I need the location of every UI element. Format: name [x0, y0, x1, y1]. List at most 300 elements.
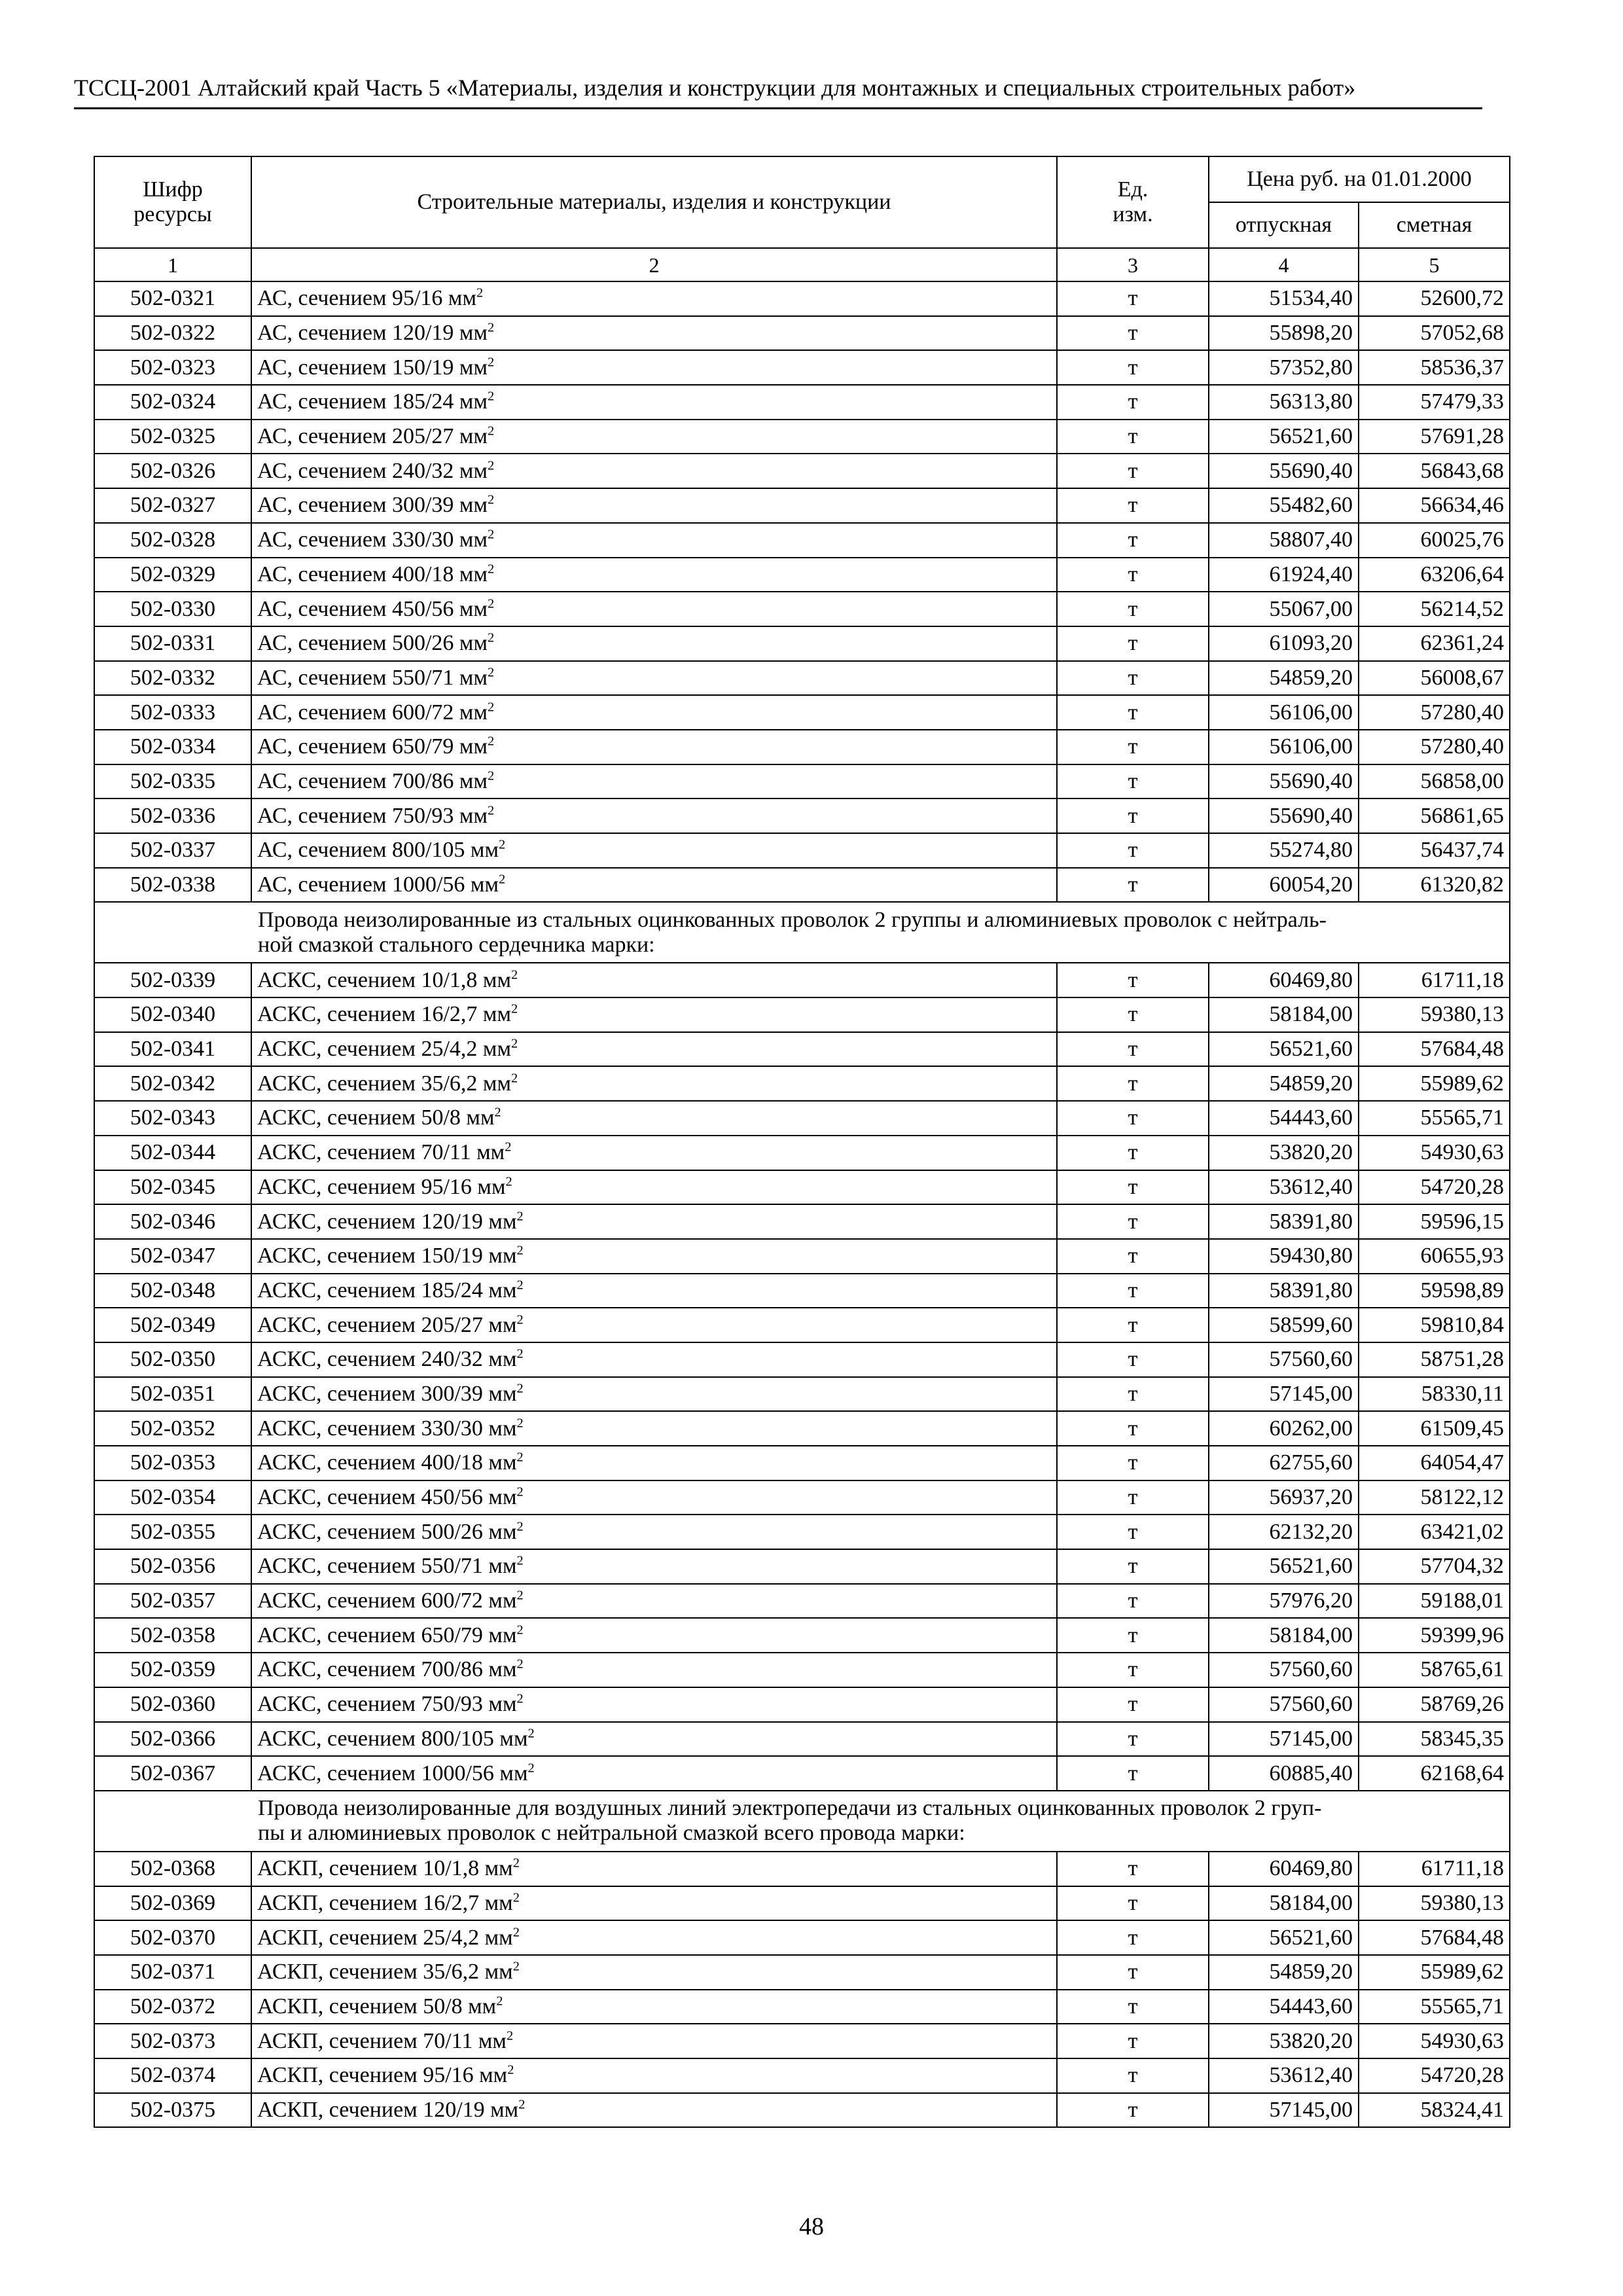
estimate-price-cell: 55989,62 [1359, 1066, 1510, 1101]
name-cell [251, 1066, 1057, 1101]
material-name: АСКП, сечением 25/4,2 мм [257, 1925, 513, 1950]
estimate-price-cell: 57280,40 [1359, 730, 1510, 764]
code-cell: 502-0338 [94, 868, 251, 903]
estimate-price-cell: 57704,32 [1359, 1549, 1510, 1584]
estimate-price-cell: 56437,74 [1359, 833, 1510, 868]
estimate-price-cell: 57280,40 [1359, 695, 1510, 730]
unit-cell: т [1057, 1136, 1209, 1170]
column-number: 4 [1209, 248, 1359, 281]
table-row [94, 454, 1510, 488]
table-row [94, 1032, 1510, 1067]
table-row [94, 385, 1510, 420]
code-cell: 502-0369 [94, 1886, 251, 1921]
release-price-cell: 57352,80 [1209, 350, 1359, 385]
code-cell: 502-0334 [94, 730, 251, 764]
material-name: АСКП, сечением 50/8 мм [257, 1994, 497, 2018]
release-price-cell: 56106,00 [1209, 730, 1359, 764]
estimate-price-cell: 55989,62 [1359, 1955, 1510, 1990]
estimate-price-cell: 57684,48 [1359, 1920, 1510, 1955]
material-name: АСКС, сечением 185/24 мм [257, 1278, 517, 1302]
name-cell [251, 2093, 1057, 2128]
squared-superscript: 2 [516, 1312, 524, 1327]
squared-superscript: 2 [487, 493, 495, 508]
col-header-code: Шифр ресурсы [94, 156, 251, 248]
release-price-cell: 56521,60 [1209, 420, 1359, 454]
estimate-price-cell: 57684,48 [1359, 1032, 1510, 1067]
table-row [94, 420, 1510, 454]
name-cell [251, 2058, 1057, 2093]
code-cell: 502-0375 [94, 2093, 251, 2128]
unit-cell: т [1057, 626, 1209, 661]
material-name: АСКС, сечением 750/93 мм [257, 1692, 517, 1717]
code-cell: 502-0371 [94, 1955, 251, 1990]
code-cell: 502-0322 [94, 316, 251, 351]
estimate-price-cell: 63421,02 [1359, 1515, 1510, 1549]
code-cell: 502-0374 [94, 2058, 251, 2093]
table-row [94, 1136, 1510, 1170]
material-name: АС, сечением 500/26 мм [257, 631, 488, 656]
column-number: 3 [1057, 248, 1209, 281]
table-row [94, 1722, 1510, 1757]
release-price-cell: 55482,60 [1209, 488, 1359, 523]
squared-superscript: 2 [516, 1450, 524, 1465]
material-name: АСКС, сечением 550/71 мм [257, 1554, 517, 1579]
material-name: АС, сечением 150/19 мм [257, 355, 488, 380]
unit-cell: т [1057, 2093, 1209, 2128]
table-row [94, 1342, 1510, 1377]
unit-cell: т [1057, 764, 1209, 799]
release-price-cell: 57560,60 [1209, 1687, 1359, 1722]
name-cell [251, 420, 1057, 454]
code-cell: 502-0359 [94, 1653, 251, 1687]
name-cell [251, 281, 1057, 316]
release-price-cell: 54443,60 [1209, 1990, 1359, 2024]
squared-superscript: 2 [516, 1623, 524, 1638]
unit-cell: т [1057, 695, 1209, 730]
material-name: АСКП, сечением 70/11 мм [257, 2028, 507, 2053]
release-price-cell: 61093,20 [1209, 626, 1359, 661]
material-name: АСКС, сечением 1000/56 мм [257, 1761, 528, 1785]
name-cell [251, 1886, 1057, 1921]
unit-cell: т [1057, 1549, 1209, 1584]
name-cell [251, 385, 1057, 420]
code-cell: 502-0328 [94, 523, 251, 558]
material-name: АС, сечением 240/32 мм [257, 458, 488, 483]
material-name: АС, сечением 300/39 мм [257, 493, 488, 518]
release-price-cell: 58391,80 [1209, 1204, 1359, 1239]
material-name: АСКП, сечением 95/16 мм [257, 2063, 508, 2088]
name-cell [251, 730, 1057, 764]
estimate-price-cell: 62361,24 [1359, 626, 1510, 661]
group-empty-cell [94, 902, 251, 963]
code-cell: 502-0373 [94, 2024, 251, 2058]
unit-cell: т [1057, 1920, 1209, 1955]
table-row [94, 1101, 1510, 1136]
unit-cell: т [1057, 454, 1209, 488]
name-cell [251, 592, 1057, 626]
material-name: АС, сечением 1000/56 мм [257, 872, 499, 897]
squared-superscript: 2 [487, 768, 495, 783]
table-row [94, 281, 1510, 316]
unit-cell: т [1057, 1377, 1209, 1412]
code-cell: 502-0343 [94, 1101, 251, 1136]
release-price-cell: 62132,20 [1209, 1515, 1359, 1549]
code-cell: 502-0336 [94, 798, 251, 833]
code-cell: 502-0321 [94, 281, 251, 316]
estimate-price-cell: 64054,47 [1359, 1446, 1510, 1480]
code-cell: 502-0345 [94, 1170, 251, 1205]
material-name: АСКП, сечением 10/1,8 мм [257, 1856, 513, 1881]
name-cell [251, 454, 1057, 488]
table-row [94, 695, 1510, 730]
code-cell: 502-0325 [94, 420, 251, 454]
material-name: АСКС, сечением 500/26 мм [257, 1519, 517, 1544]
material-name: АС, сечением 550/71 мм [257, 665, 488, 690]
unit-cell: т [1057, 1342, 1209, 1377]
table-row [94, 868, 1510, 903]
squared-superscript: 2 [496, 1994, 503, 2009]
squared-superscript: 2 [487, 355, 495, 370]
release-price-cell: 55274,80 [1209, 833, 1359, 868]
release-price-cell: 53612,40 [1209, 2058, 1359, 2093]
table-row [94, 661, 1510, 696]
price-table-body [94, 281, 1510, 2127]
name-cell [251, 1920, 1057, 1955]
estimate-price-cell: 59810,84 [1359, 1308, 1510, 1342]
name-cell [251, 1204, 1057, 1239]
name-cell [251, 1618, 1057, 1653]
squared-superscript: 2 [512, 1856, 520, 1871]
squared-superscript: 2 [516, 1691, 524, 1706]
code-cell: 502-0324 [94, 385, 251, 420]
unit-cell: т [1057, 1886, 1209, 1921]
release-price-cell: 54859,20 [1209, 1066, 1359, 1101]
unit-cell: т [1057, 1308, 1209, 1342]
code-cell: 502-0330 [94, 592, 251, 626]
unit-cell: т [1057, 350, 1209, 385]
squared-superscript: 2 [512, 1890, 520, 1905]
estimate-price-cell: 59598,89 [1359, 1274, 1510, 1308]
code-cell: 502-0349 [94, 1308, 251, 1342]
material-name: АС, сечением 750/93 мм [257, 803, 488, 828]
estimate-price-cell: 54720,28 [1359, 2058, 1510, 2093]
name-cell [251, 1274, 1057, 1308]
name-cell [251, 1756, 1057, 1791]
name-cell [251, 1584, 1057, 1619]
release-price-cell: 58807,40 [1209, 523, 1359, 558]
release-price-cell: 56521,60 [1209, 1920, 1359, 1955]
squared-superscript: 2 [487, 562, 495, 577]
release-price-cell: 58184,00 [1209, 1618, 1359, 1653]
table-row [94, 1239, 1510, 1274]
table-row [94, 997, 1510, 1032]
material-name: АСКС, сечением 650/79 мм [257, 1623, 517, 1647]
unit-cell: т [1057, 1955, 1209, 1990]
material-name: АСКП, сечением 16/2,7 мм [257, 1890, 513, 1915]
squared-superscript: 2 [487, 596, 495, 611]
unit-cell: т [1057, 488, 1209, 523]
estimate-price-cell: 63206,64 [1359, 558, 1510, 592]
table-row [94, 1653, 1510, 1687]
material-name: АСКС, сечением 25/4,2 мм [257, 1037, 511, 1062]
code-cell: 502-0340 [94, 997, 251, 1032]
squared-superscript: 2 [516, 1243, 524, 1258]
code-cell: 502-0329 [94, 558, 251, 592]
unit-cell: т [1057, 2058, 1209, 2093]
col-header-name: Строительные материалы, изделия и конструкции [251, 156, 1057, 248]
name-cell [251, 1852, 1057, 1886]
estimate-price-cell: 56858,00 [1359, 764, 1510, 799]
release-price-cell: 60469,80 [1209, 963, 1359, 997]
unit-cell: т [1057, 1446, 1209, 1480]
col-header-price: Цена руб. на 01.01.2000 [1209, 156, 1510, 202]
squared-superscript: 2 [510, 967, 518, 982]
name-cell [251, 523, 1057, 558]
release-price-cell: 57976,20 [1209, 1584, 1359, 1619]
code-cell: 502-0337 [94, 833, 251, 868]
material-name: АСКС, сечением 50/8 мм [257, 1105, 495, 1130]
material-name: АС, сечением 450/56 мм [257, 596, 488, 621]
table-row [94, 1687, 1510, 1722]
material-name: АС, сечением 205/27 мм [257, 424, 488, 449]
material-name: АС, сечением 185/24 мм [257, 389, 488, 414]
squared-superscript: 2 [512, 1959, 520, 1974]
unit-cell: т [1057, 1618, 1209, 1653]
squared-superscript: 2 [494, 1105, 501, 1121]
table-row [94, 798, 1510, 833]
table-row [94, 558, 1510, 592]
material-name: АСКП, сечением 120/19 мм [257, 2098, 519, 2123]
code-cell: 502-0346 [94, 1204, 251, 1239]
release-price-cell: 61924,40 [1209, 558, 1359, 592]
unit-cell: т [1057, 281, 1209, 316]
estimate-price-cell: 54720,28 [1359, 1170, 1510, 1205]
table-row [94, 1411, 1510, 1446]
table-row [94, 1886, 1510, 1921]
table-row [94, 1274, 1510, 1308]
group-empty-cell [94, 1791, 251, 1852]
unit-cell: т [1057, 523, 1209, 558]
name-cell [251, 1687, 1057, 1722]
name-cell [251, 868, 1057, 903]
squared-superscript: 2 [487, 527, 495, 542]
release-price-cell: 58184,00 [1209, 997, 1359, 1032]
name-cell [251, 695, 1057, 730]
material-name: АСКС, сечением 35/6,2 мм [257, 1071, 511, 1096]
squared-superscript: 2 [527, 1761, 535, 1776]
unit-cell: т [1057, 661, 1209, 696]
release-price-cell: 62755,60 [1209, 1446, 1359, 1480]
release-price-cell: 55067,00 [1209, 592, 1359, 626]
name-cell [251, 1411, 1057, 1446]
material-name: АС, сечением 800/105 мм [257, 838, 499, 863]
material-name: АС, сечением 95/16 мм [257, 286, 476, 311]
table-row [94, 1066, 1510, 1101]
squared-superscript: 2 [487, 734, 495, 749]
squared-superscript: 2 [516, 1346, 524, 1361]
material-name: АСКС, сечением 450/56 мм [257, 1485, 517, 1510]
estimate-price-cell: 56008,67 [1359, 661, 1510, 696]
estimate-price-cell: 57052,68 [1359, 316, 1510, 351]
estimate-price-cell: 58751,28 [1359, 1342, 1510, 1377]
code-cell: 502-0350 [94, 1342, 251, 1377]
name-cell [251, 1549, 1057, 1584]
release-price-cell: 55898,20 [1209, 316, 1359, 351]
name-cell [251, 1653, 1057, 1687]
unit-cell: т [1057, 385, 1209, 420]
estimate-price-cell: 60025,76 [1359, 523, 1510, 558]
table-row [94, 1584, 1510, 1619]
material-name: АС, сечением 700/86 мм [257, 768, 488, 793]
release-price-cell: 53820,20 [1209, 2024, 1359, 2058]
estimate-price-cell: 57691,28 [1359, 420, 1510, 454]
name-cell [251, 1170, 1057, 1205]
squared-superscript: 2 [505, 1139, 512, 1155]
material-name: АС, сечением 600/72 мм [257, 700, 488, 725]
squared-superscript: 2 [498, 838, 506, 853]
col-header-release: отпускная [1209, 202, 1359, 248]
release-price-cell: 56937,20 [1209, 1480, 1359, 1515]
squared-superscript: 2 [516, 1209, 524, 1224]
table-row [94, 1852, 1510, 1886]
unit-cell: т [1057, 2024, 1209, 2058]
release-price-cell: 60469,80 [1209, 1852, 1359, 1886]
estimate-price-cell: 61711,18 [1359, 1852, 1510, 1886]
table-row [94, 1549, 1510, 1584]
code-cell: 502-0356 [94, 1549, 251, 1584]
code-cell: 502-0335 [94, 764, 251, 799]
table-row [94, 592, 1510, 626]
unit-cell: т [1057, 1032, 1209, 1067]
release-price-cell: 55690,40 [1209, 454, 1359, 488]
estimate-price-cell: 56214,52 [1359, 592, 1510, 626]
group-heading: Провода неизолированные для воздушных линий электропередачи из стальных оцинкованных проволок 2 груп- пы и алюминиевых проволок с нейтральной смазкой всего провода марки: [251, 1791, 1510, 1852]
name-cell [251, 1722, 1057, 1757]
material-name: АСКС, сечением 95/16 мм [257, 1174, 506, 1199]
unit-cell: т [1057, 1722, 1209, 1757]
estimate-price-cell: 58765,61 [1359, 1653, 1510, 1687]
release-price-cell: 53612,40 [1209, 1170, 1359, 1205]
unit-cell: т [1057, 558, 1209, 592]
squared-superscript: 2 [487, 630, 495, 645]
name-cell [251, 798, 1057, 833]
estimate-price-cell: 61711,18 [1359, 963, 1510, 997]
unit-cell: т [1057, 1584, 1209, 1619]
estimate-price-cell: 59596,15 [1359, 1204, 1510, 1239]
name-cell [251, 997, 1057, 1032]
table-row [94, 1920, 1510, 1955]
code-cell: 502-0341 [94, 1032, 251, 1067]
material-name: АС, сечением 120/19 мм [257, 321, 488, 346]
release-price-cell: 53820,20 [1209, 1136, 1359, 1170]
group-heading-row [94, 902, 1510, 963]
table-row [94, 963, 1510, 997]
material-name: АСКС, сечением 800/105 мм [257, 1726, 528, 1751]
name-cell [251, 1101, 1057, 1136]
table-row [94, 1756, 1510, 1791]
table-row [94, 1990, 1510, 2024]
material-name: АСКС, сечением 120/19 мм [257, 1209, 517, 1234]
estimate-price-cell: 61320,82 [1359, 868, 1510, 903]
material-name: АСКС, сечением 16/2,7 мм [257, 1002, 511, 1027]
material-name: АСКС, сечением 70/11 мм [257, 1140, 505, 1165]
estimate-price-cell: 56861,65 [1359, 798, 1510, 833]
squared-superscript: 2 [516, 1519, 524, 1534]
squared-superscript: 2 [516, 1381, 524, 1396]
material-name: АСКС, сечением 300/39 мм [257, 1381, 517, 1406]
estimate-price-cell: 58324,41 [1359, 2093, 1510, 2128]
release-price-cell: 57145,00 [1209, 1722, 1359, 1757]
name-cell [251, 1446, 1057, 1480]
estimate-price-cell: 59380,13 [1359, 997, 1510, 1032]
unit-cell: т [1057, 1990, 1209, 2024]
code-cell: 502-0333 [94, 695, 251, 730]
release-price-cell: 57560,60 [1209, 1653, 1359, 1687]
code-cell: 502-0352 [94, 1411, 251, 1446]
code-cell: 502-0342 [94, 1066, 251, 1101]
squared-superscript: 2 [512, 1925, 520, 1940]
code-cell: 502-0358 [94, 1618, 251, 1653]
release-price-cell: 60262,00 [1209, 1411, 1359, 1446]
name-cell [251, 1136, 1057, 1170]
code-cell: 502-0327 [94, 488, 251, 523]
unit-cell: т [1057, 1480, 1209, 1515]
estimate-price-cell: 54930,63 [1359, 2024, 1510, 2058]
code-cell: 502-0332 [94, 661, 251, 696]
table-row [94, 2024, 1510, 2058]
estimate-price-cell: 62168,64 [1359, 1756, 1510, 1791]
squared-superscript: 2 [518, 2097, 526, 2112]
code-cell: 502-0366 [94, 1722, 251, 1757]
material-name: АСКС, сечением 205/27 мм [257, 1312, 517, 1337]
code-cell: 502-0331 [94, 626, 251, 661]
material-name: АСКС, сечением 600/72 мм [257, 1588, 517, 1613]
squared-superscript: 2 [510, 1002, 518, 1017]
code-cell: 502-0360 [94, 1687, 251, 1722]
release-price-cell: 55690,40 [1209, 798, 1359, 833]
release-price-cell: 58184,00 [1209, 1886, 1359, 1921]
estimate-price-cell: 60655,93 [1359, 1239, 1510, 1274]
release-price-cell: 56521,60 [1209, 1032, 1359, 1067]
release-price-cell: 57560,60 [1209, 1342, 1359, 1377]
code-cell: 502-0372 [94, 1990, 251, 2024]
material-name: АСКП, сечением 35/6,2 мм [257, 1960, 513, 1984]
table-row [94, 2058, 1510, 2093]
name-cell [251, 764, 1057, 799]
unit-cell: т [1057, 868, 1209, 903]
code-cell: 502-0353 [94, 1446, 251, 1480]
table-row [94, 730, 1510, 764]
name-cell [251, 1515, 1057, 1549]
name-cell [251, 316, 1057, 351]
unit-cell: т [1057, 1274, 1209, 1308]
table-row [94, 1480, 1510, 1515]
unit-cell: т [1057, 592, 1209, 626]
unit-cell: т [1057, 1411, 1209, 1446]
group-heading-row [94, 1791, 1510, 1852]
code-cell: 502-0357 [94, 1584, 251, 1619]
name-cell [251, 1308, 1057, 1342]
code-cell: 502-0323 [94, 350, 251, 385]
table-row [94, 2093, 1510, 2128]
estimate-price-cell: 58769,26 [1359, 1687, 1510, 1722]
release-price-cell: 54443,60 [1209, 1101, 1359, 1136]
column-number: 5 [1359, 248, 1510, 281]
name-cell [251, 963, 1057, 997]
release-price-cell: 59430,80 [1209, 1239, 1359, 1274]
unit-cell: т [1057, 316, 1209, 351]
unit-cell: т [1057, 963, 1209, 997]
